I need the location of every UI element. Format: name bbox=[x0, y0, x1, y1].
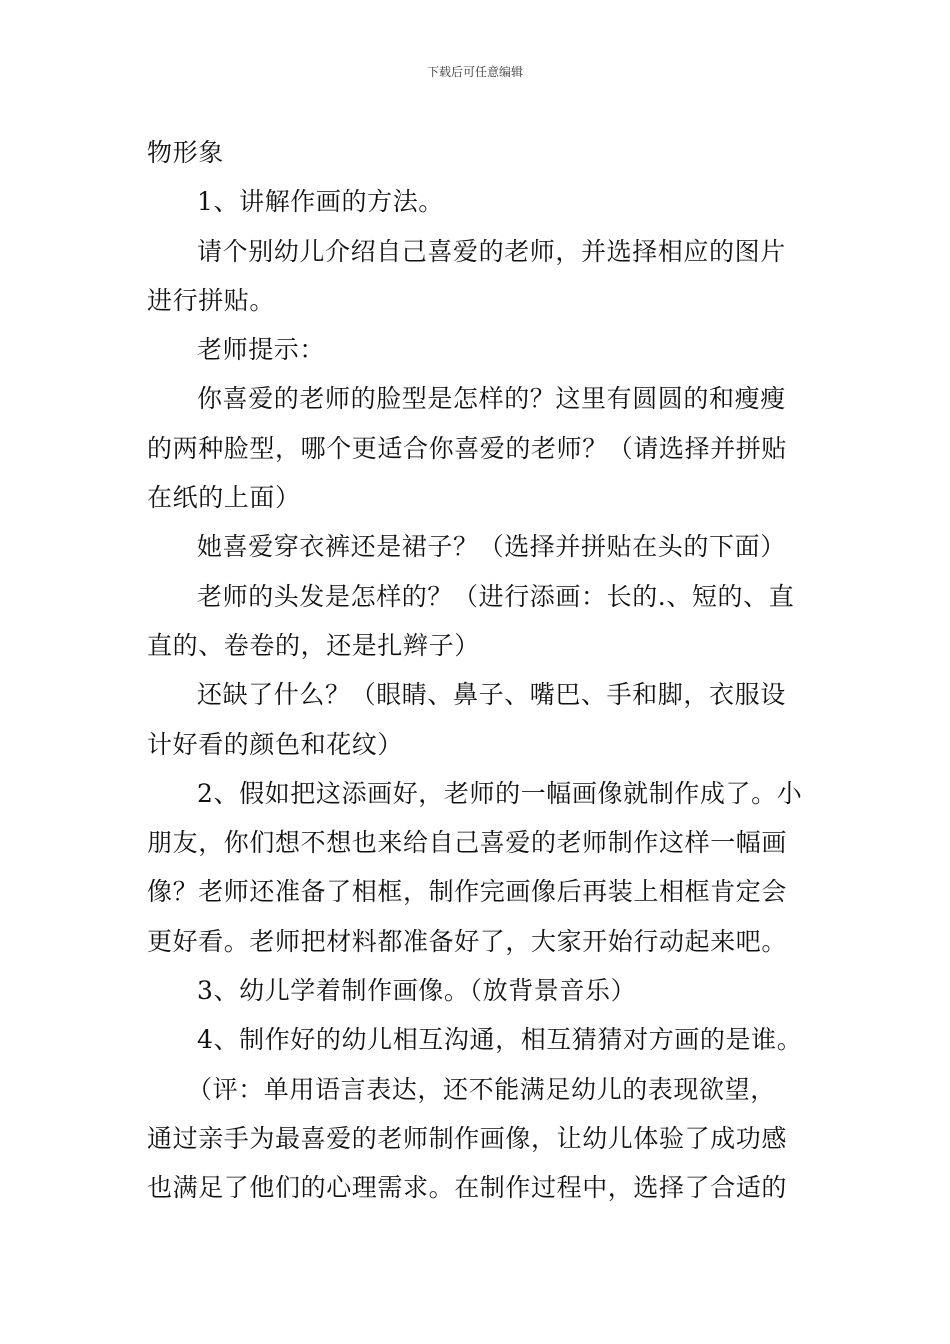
text-line: 2、假如把这添画好，老师的一幅画像就制作成了。小 bbox=[197, 778, 803, 808]
text-line: 还缺了什么？（眼睛、鼻子、嘴巴、手和脚，衣服设 bbox=[197, 680, 786, 710]
text-line: 通过亲手为最喜爱的老师制作画像，让幼儿体验了成功感 bbox=[147, 1123, 788, 1153]
text-line: 老师的头发是怎样的？（进行添画：长的.、短的、直 bbox=[197, 581, 795, 611]
text-line: 更好看。老师把材料都准备好了，大家开始行动起来吧。 bbox=[147, 926, 788, 956]
text-line: 像？老师还准备了相框，制作完画像后再装上相框肯定会 bbox=[147, 877, 788, 907]
text-line: 她喜爱穿衣裤还是裙子？（选择并拼贴在头的下面） bbox=[197, 532, 786, 562]
text-line: 在纸的上面） bbox=[147, 483, 301, 513]
body-text bbox=[147, 128, 807, 1213]
text-line: 1、讲解作画的方法。 bbox=[197, 187, 444, 217]
page-header-note: 下载后可任意编辑 bbox=[426, 65, 523, 79]
text-line: 请个别幼儿介绍自己喜爱的老师，并选择相应的图片 bbox=[197, 236, 786, 266]
text-line: 进行拼贴。 bbox=[147, 285, 276, 315]
text-line: 的两种脸型，哪个更适合你喜爱的老师？（请选择并拼贴 bbox=[147, 433, 788, 463]
text-line: 4、制作好的幼儿相互沟通，相互猜猜对方画的是谁。 bbox=[197, 1025, 803, 1055]
text-line: （评：单用语言表达，还不能满足幼儿的表现欲望， bbox=[187, 1074, 776, 1104]
text-line: 直的、卷卷的，还是扎辫子） bbox=[147, 630, 480, 660]
text-line: 朋友，你们想不想也来给自己喜爱的老师制作这样一幅画 bbox=[147, 828, 788, 858]
text-line: 物形象 bbox=[147, 138, 224, 167]
text-line: 也满足了他们的心理需求。在制作过程中，选择了合适的 bbox=[147, 1173, 788, 1203]
text-line: 你喜爱的老师的脸型是怎样的？这里有圆圆的和瘦瘦 bbox=[197, 384, 786, 414]
text-line: 老师提示： bbox=[197, 335, 326, 365]
text-line: 3、幼儿学着制作画像。（放背景音乐） bbox=[197, 976, 637, 1006]
text-line: 计好看的颜色和花纹） bbox=[147, 729, 404, 759]
